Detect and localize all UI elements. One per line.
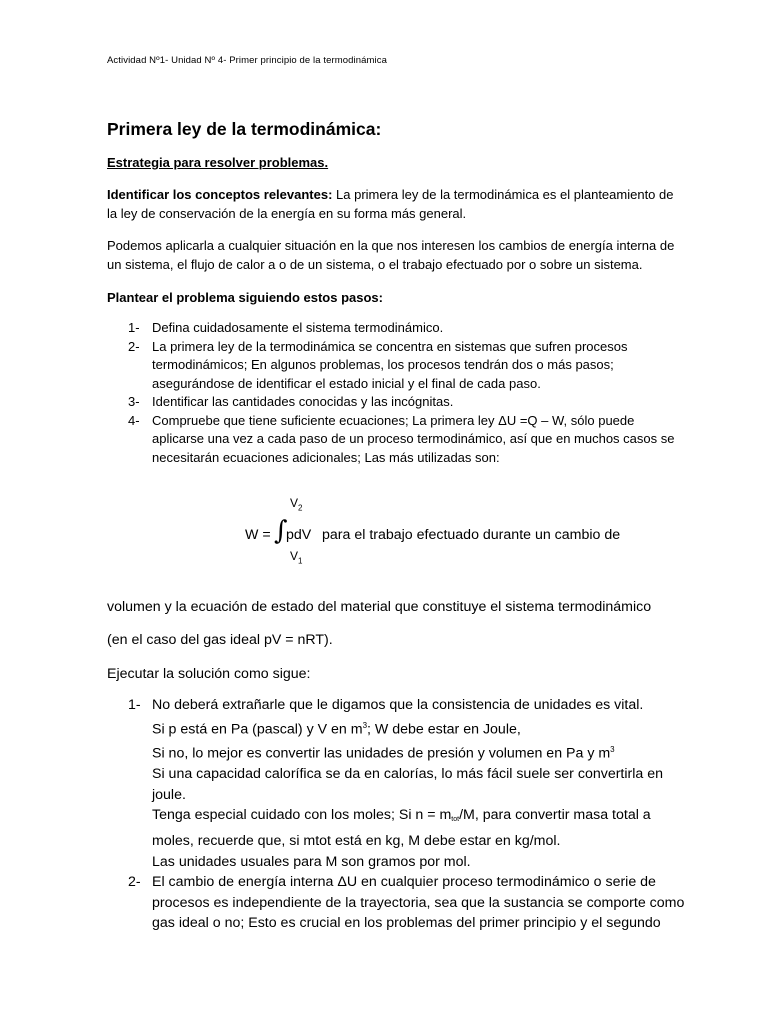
exec-line: gas ideal o no; Esto es crucial en los problemas del primer principio y el segundo	[152, 915, 661, 932]
superscript-3: 3	[610, 744, 615, 754]
exec-line: Si p está en Pa (pascal) y V en $m^3$; W debe estar en Joule,	[152, 720, 521, 738]
exec-line: procesos es independiente de la trayectoria, sea que la sustancia se comporte como	[152, 894, 685, 911]
integral-sign: ∫	[274, 516, 288, 546]
step-line: termodinámicos; En algunos problemas, los procesos tendrán dos o más pasos;	[152, 357, 614, 372]
exec-step-item	[107, 695, 727, 872]
formula-description: para el trabajo efectuado durante un cambio de	[322, 527, 621, 543]
identificar-label: Identificar los conceptos relevantes:	[107, 187, 333, 202]
step-line: Compruebe que tiene suficiente ecuaciones; La primera ley ΔU =Q – W, sólo puede	[152, 412, 635, 428]
page-header: Actividad Nº1- Unidad Nº 4- Primer principio de la termodinámica	[107, 55, 387, 66]
exec-line: Si no, lo mejor es convertir las unidades de presión y volumen en Pa y $m^3$	[152, 744, 615, 762]
step-number: 1-	[128, 697, 141, 713]
subscript-tot: tot	[451, 816, 460, 824]
step-line: Identificar las cantidades conocidas y las incógnitas.	[152, 394, 454, 409]
section-subtitle: Estrategia para resolver problemas.	[107, 155, 329, 170]
exec-line: El cambio de energía interna ΔU en cualquier proceso termodinámico o serie de	[152, 874, 656, 891]
step-line: aplicarse una vez a cada paso de un proceso termodinámico, así que en muchos casos se	[152, 431, 675, 446]
lower-limit-subscript: 1	[298, 556, 303, 566]
exec-line: Tenga especial cuidado con los moles; Si n = mtot/M, para convertir masa total a	[152, 807, 651, 824]
step-item	[107, 319, 727, 338]
podemos-line1: Podemos aplicarla a cualquier situación en la que nos interesen los cambios de energía interna de	[107, 238, 675, 253]
exec-line: Si una capacidad calorífica se da en calorías, lo más fácil suele ser convertirla en	[152, 766, 664, 783]
exec-line: moles, recuerde que, si mtot está en kg, M debe estar en kg/mol.	[152, 833, 561, 850]
identificar-line2: la ley de conservación de la energía en su forma más general.	[107, 205, 467, 221]
superscript-3: 3	[362, 720, 368, 730]
exec-line: Las unidades usuales para M son gramos por mol.	[152, 853, 471, 870]
volumen-line: volumen y la ecuación de estado del material que constituye el sistema termodinámico	[107, 599, 652, 615]
step-line: La primera ley de la termodinámica se concentra en sistemas que sufren procesos	[152, 338, 628, 354]
ejecutar-heading: Ejecutar la solución como sigue:	[107, 666, 311, 682]
podemos-line2: un sistema, el flujo de calor a o de un sistema, o el trabajo efectuado por o sobre un sistema.	[107, 256, 643, 272]
upper-limit-subscript: 2	[298, 503, 303, 513]
paragraph-podemos	[107, 237, 717, 274]
steps-list	[107, 319, 727, 467]
document-title: Primera ley de la termodinámica:	[107, 119, 382, 139]
step-number: 2-	[128, 338, 140, 354]
step-number: 1-	[128, 320, 140, 335]
exec-line: joule.	[152, 786, 186, 803]
exec-step-item	[107, 872, 727, 934]
step-number: 3-	[128, 394, 140, 409]
integral-upper-limit: $V_2$	[290, 496, 303, 513]
step-line: asegurándose de identificar el estado inicial y el final de cada paso.	[152, 375, 541, 391]
identificar-text: La primera ley de la termodinámica es el planteamiento de	[332, 187, 674, 202]
step-item	[107, 393, 727, 412]
step-line: necesitarán ecuaciones adicionales; Las más utilizadas son:	[152, 449, 500, 465]
exec-steps-list	[107, 695, 727, 934]
step-item	[107, 338, 727, 394]
paragraph-identificar	[107, 186, 717, 223]
step-item	[107, 412, 727, 468]
integral-lower-limit: $V_1$	[290, 549, 303, 566]
step-number: 2-	[128, 874, 141, 891]
step-number: 4-	[128, 412, 140, 428]
formula-integrand: pdV	[286, 527, 312, 543]
formula-lhs: W =	[245, 527, 271, 543]
step-line: Defina cuidadosamente el sistema termodinámico.	[152, 320, 444, 335]
plantear-heading: Plantear el problema siguiendo estos pasos:	[107, 290, 383, 305]
gas-ideal-line: (en el caso del gas ideal pV = nRT).	[107, 632, 333, 648]
exec-line: No deberá extrañarle que le digamos que la consistencia de unidades es vital.	[152, 697, 644, 713]
